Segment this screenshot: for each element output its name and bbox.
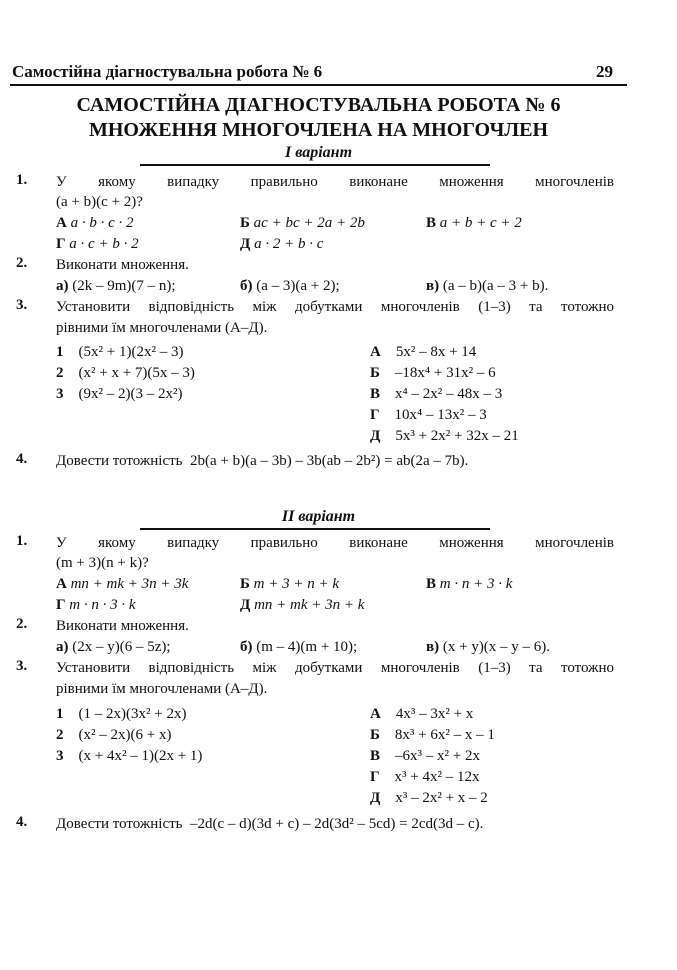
v1-q1-text: У якому випадку правильно виконане множення многочленів <box>56 174 614 190</box>
variant-1-label: I варіант <box>284 144 353 161</box>
header-rule <box>10 84 627 86</box>
v1-q3-text-line2: рівними їм многочленами (А–Д). <box>56 320 268 336</box>
v2-q3-left-2: 2 (x² – 2x)(6 + x) <box>56 727 172 743</box>
v1-q3-left-3: 3 (9x² – 2)(3 – 2x²) <box>56 386 183 402</box>
v2-q1-text: У якому випадку правильно виконане множення многочленів <box>56 535 614 551</box>
v2-q4-text: Довести тотожність –2d(c – d)(3d + c) – 2d(3d² – 5cd) = 2cd(3d – c). <box>56 816 484 832</box>
page-number: 29 <box>596 62 613 81</box>
v1-q3-right-c: В x⁴ – 2x² – 48x – 3 <box>370 386 503 402</box>
variant-2-rule <box>140 528 490 530</box>
v1-q1-number: 1. <box>16 172 28 188</box>
variant-2-label: II варіант <box>281 508 356 525</box>
v2-q2-item-b: б) (m – 4)(m + 10); <box>240 639 358 655</box>
v1-q3-left-2: 2 (x² + x + 7)(5x – 3) <box>56 365 195 381</box>
v1-q1-option-e: Д a · 2 + b · c <box>240 236 324 252</box>
v2-q1-expression: (m + 3)(n + k)? <box>56 555 149 571</box>
v2-q3-text-line1: Установити відповідність між добутками многочленів (1–3) та тотожно <box>56 660 614 676</box>
v1-q2-item-a: а) (2k – 9m)(7 – n); <box>56 278 176 294</box>
v2-q1-option-e: Д mn + mk + 3n + k <box>240 597 365 613</box>
v2-q1-option-d: Г m · n · 3 · k <box>56 597 136 613</box>
v1-q4-text: Довести тотожність 2b(a + b)(a – 3b) – 3b(ab – 2b²) = ab(2a – 7b). <box>56 453 469 469</box>
v1-q3-number: 3. <box>16 297 28 313</box>
page-title-line1: САМОСТІЙНА ДІАГНОСТУВАЛЬНА РОБОТА № 6 <box>76 94 561 116</box>
v2-q1-option-a: А mn + mk + 3n + 3k <box>56 576 189 592</box>
v2-q1-option-c: В m · n + 3 · k <box>426 576 513 592</box>
v2-q3-text-line2: рівними їм многочленами (А–Д). <box>56 681 268 697</box>
v2-q3-right-a: А 4x³ – 3x² + x <box>370 706 474 722</box>
v2-q2-number: 2. <box>16 616 28 632</box>
v2-q2-text: Виконати множення. <box>56 618 189 634</box>
v2-q1-number: 1. <box>16 533 28 549</box>
v1-q1-option-c: В a + b + c + 2 <box>426 215 522 231</box>
v1-q2-text: Виконати множення. <box>56 257 189 273</box>
v1-q3-right-a: А 5x² – 8x + 14 <box>370 344 477 360</box>
v1-q2-number: 2. <box>16 255 28 271</box>
v2-q3-number: 3. <box>16 658 28 674</box>
running-title: Самостійна діагностувальна робота № 6 <box>12 62 323 81</box>
v2-q4-number: 4. <box>16 814 28 830</box>
v2-q3-right-b: Б 8x³ + 6x² – x – 1 <box>370 727 495 743</box>
v1-q1-option-b: Б ac + bc + 2a + 2b <box>240 215 365 231</box>
v1-q3-left-1: 1 (5x² + 1)(2x² – 3) <box>56 344 184 360</box>
v1-q2-item-c: в) (a – b)(a – 3 + b). <box>426 278 549 294</box>
v1-q3-text-line1: Установити відповідність між добутками многочленів (1–3) та тотожно <box>56 299 614 315</box>
v1-q1-expression: (a + b)(c + 2)? <box>56 194 143 210</box>
v2-q3-left-1: 1 (1 – 2x)(3x² + 2x) <box>56 706 187 722</box>
v1-q3-right-b: Б –18x⁴ + 31x² – 6 <box>370 365 496 381</box>
v2-q2-item-a: а) (2x – y)(6 – 5z); <box>56 639 171 655</box>
v1-q4-number: 4. <box>16 451 28 467</box>
v1-q1-option-a: А a · b · c · 2 <box>56 215 134 231</box>
v1-q3-right-e: Д 5x³ + 2x² + 32x – 21 <box>370 428 519 444</box>
variant-1-rule <box>140 164 490 166</box>
v2-q3-right-e: Д x³ – 2x² + x – 2 <box>370 790 488 806</box>
v1-q2-item-b: б) (a – 3)(a + 2); <box>240 278 340 294</box>
v1-q1-option-d: Г a · c + b · 2 <box>56 236 139 252</box>
v2-q3-left-3: 3 (x + 4x² – 1)(2x + 1) <box>56 748 203 764</box>
v2-q3-right-d: Г x³ + 4x² – 12x <box>370 769 480 785</box>
v1-q3-right-d: Г 10x⁴ – 13x² – 3 <box>370 407 487 423</box>
page-title-line2: МНОЖЕННЯ МНОГОЧЛЕНА НА МНОГОЧЛЕН <box>88 119 549 141</box>
v2-q3-right-c: В –6x³ – x² + 2x <box>370 748 480 764</box>
v2-q1-option-b: Б m + 3 + n + k <box>240 576 340 592</box>
v2-q2-item-c: в) (x + y)(x – y – 6). <box>426 639 551 655</box>
